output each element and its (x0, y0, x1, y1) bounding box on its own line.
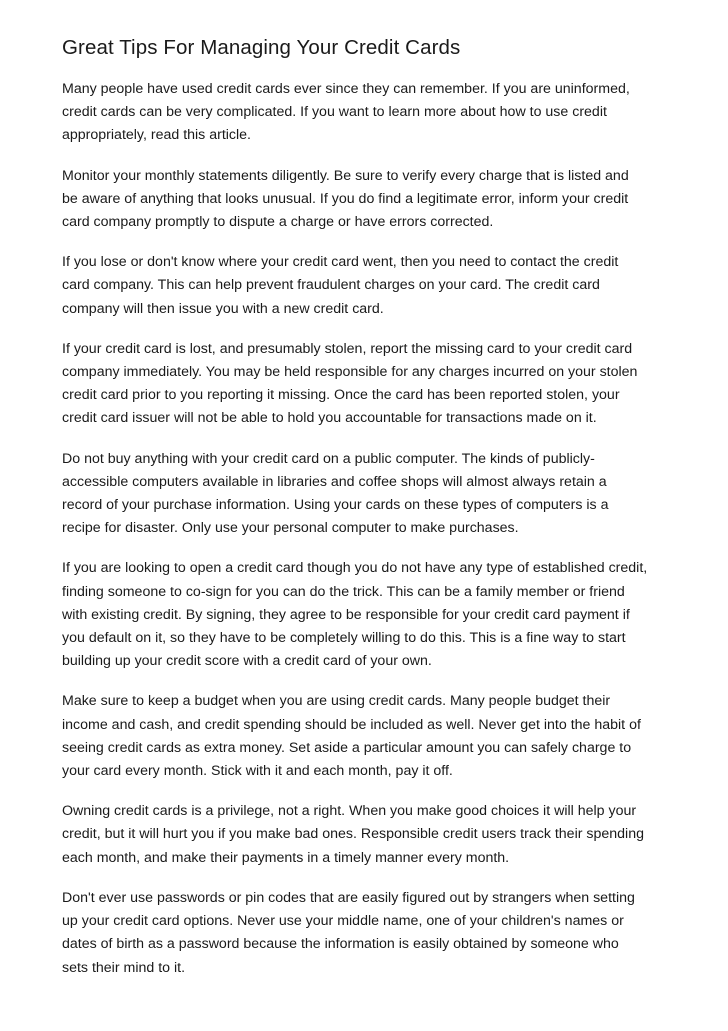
paragraph-line: Monitor your monthly statements diligently. Be sure to verify every charge that is listed and (62, 167, 629, 184)
paragraph-stolen-card (62, 338, 688, 431)
paragraph-line: be aware of anything that looks unusual. If you do find a legitimate error, inform your credit (62, 190, 629, 207)
paragraph-line: income and cash, and credit spending should be included as well. Never get into the habit of (62, 716, 641, 733)
paragraph-line: credit, but it will hurt you if you make bad ones. Responsible credit users track their spending (62, 826, 644, 843)
paragraph-line: Owning credit cards is a privilege, not a right. When you make good choices it will help your (62, 803, 637, 820)
paragraph-line: credit card issuer will not be able to hold you accountable for transactions made on it. (62, 410, 597, 427)
paragraph-line: you default on it, so they have to be completely willing to do this. This is a fine way to start (62, 630, 626, 647)
paragraph-line: credit cards can be very complicated. If you want to learn more about how to use credit (62, 104, 607, 121)
paragraph-public-computer (62, 448, 688, 541)
paragraph-line: Don't ever use passwords or pin codes that are easily figured out by strangers when setting (62, 889, 635, 906)
paragraph-line: sets their mind to it. (62, 959, 186, 976)
paragraph-line: company will then issue you with a new credit card. (62, 300, 384, 317)
paragraph-co-sign (62, 557, 688, 673)
paragraph-line: your card every month. Stick with it and each month, pay it off. (62, 763, 453, 780)
paragraph-line: If your credit card is lost, and presumably stolen, report the missing card to your credit card (62, 340, 633, 357)
paragraph-line: If you are looking to open a credit card though you do not have any type of established credit, (62, 560, 648, 577)
paragraph-privilege (62, 800, 688, 870)
paragraph-line: If you lose or don't know where your credit card went, then you need to contact the credit (62, 254, 619, 271)
paragraph-line: each month, and make their payments in a timely manner every month. (62, 849, 510, 866)
paragraph-lost-card (62, 251, 688, 321)
paragraph-intro (62, 78, 688, 148)
paragraph-line: credit card prior to you reporting it missing. Once the card has been reported stolen, your (62, 387, 620, 404)
paragraph-line: company immediately. You may be held responsible for any charges incurred on your stolen (62, 364, 638, 381)
paragraph-line: Do not buy anything with your credit card on a public computer. The kinds of publicly- (62, 450, 595, 467)
paragraph-line: with existing credit. By signing, they agree to be responsible for your credit card payment if (62, 606, 630, 623)
document-title: Great Tips For Managing Your Credit Cards (62, 36, 461, 59)
paragraph-line: appropriately, read this article. (62, 127, 251, 144)
paragraph-line: accessible computers available in libraries and coffee shops will almost always retain a (62, 473, 607, 490)
paragraph-line: dates of birth as a password because the information is easily obtained by someone who (62, 936, 619, 953)
paragraph-line: finding someone to co-sign for you can do the trick. This can be a family member or friend (62, 583, 625, 600)
paragraph-line: Many people have used credit cards ever since they can remember. If you are uninformed, (62, 81, 630, 97)
paragraph-monitor-statements (62, 165, 688, 235)
paragraph-line: card company. This can help prevent fraudulent charges on your card. The credit card (62, 277, 600, 294)
paragraph-line: seeing credit cards as extra money. Set aside a particular amount you can safely charge to (62, 739, 632, 756)
paragraph-line: Make sure to keep a budget when you are using credit cards. Many people budget their (62, 693, 611, 710)
paragraph-line: record of your purchase information. Using your cards on these types of computers is a (62, 497, 609, 514)
paragraph-budget (62, 690, 688, 783)
paragraph-line: up your credit card options. Never use your middle name, one of your children's names or (62, 913, 624, 930)
paragraph-passwords (62, 887, 688, 980)
paragraph-line: recipe for disaster. Only use your personal computer to make purchases. (62, 520, 519, 537)
paragraph-line: card company promptly to dispute a charge or have errors corrected. (62, 214, 494, 231)
paragraph-line: building up your credit score with a credit card of your own. (62, 653, 432, 670)
